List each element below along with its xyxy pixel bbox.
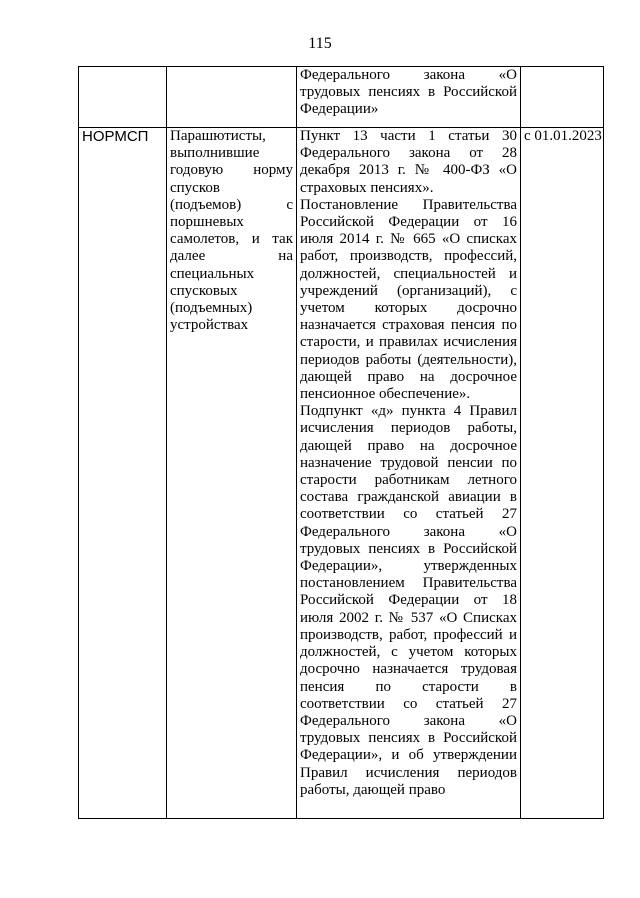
page-number: 115 bbox=[308, 35, 332, 52]
occupation-description: Парашютисты, выполнившие годовую норму спусков (подъемов) с поршневых самолетов, и так далее на специальных спусковых (подъемных) устройствах bbox=[167, 128, 297, 819]
effective-date: с 01.01.2023 bbox=[521, 128, 604, 819]
table-row bbox=[79, 128, 604, 819]
legal-basis-cell bbox=[297, 128, 521, 819]
legal-basis-paragraph: Постановление Правительства Российской Федерации от 16 июля 2014 г. № 665 «О списках работ, производств, профессий, должностей, специальностей и учреждений (организаций), с учетом которых досрочно назначается страховая пенсия по старости, и правилах исчисления периодов работы (деятельности), дающей право на досрочное пенсионное обеспечение». bbox=[300, 196, 517, 403]
date-cell-empty bbox=[521, 67, 604, 128]
document-table bbox=[78, 66, 604, 819]
code-cell-empty bbox=[79, 67, 167, 128]
condition-code: НОРМСП bbox=[79, 128, 167, 819]
description-cell-empty bbox=[167, 67, 297, 128]
legal-basis-continuation: Федерального закона «О трудовых пенсиях в Российской Федерации» bbox=[297, 67, 521, 128]
table-row-continuation bbox=[79, 67, 604, 128]
legal-basis-paragraph: Пункт 13 части 1 статьи 30 Федерального закона от 28 декабря 2013 г. № 400-ФЗ «О страховых пенсиях». bbox=[300, 128, 517, 196]
legal-basis-paragraph: Подпункт «д» пункта 4 Правил исчисления периодов работы, дающей право на досрочное назначение трудовой пенсии по старости работникам летного состава гражданской авиации в соответствии со статьей 27 Федерального закона «О трудовых пенсиях в Российской Федерации», утвержденных постановлением Правительства Российской Федерации от 18 июля 2002 г. № 537 «О Списках производств, работ, профессий и должностей, с учетом которых досрочно назначается трудовая пенсия по старости в соответствии со статьей 27 Федерального закона «О трудовых пенсиях в Российской Федерации», и об утверждении Правил исчисления периодов работы, дающей право bbox=[300, 403, 517, 798]
